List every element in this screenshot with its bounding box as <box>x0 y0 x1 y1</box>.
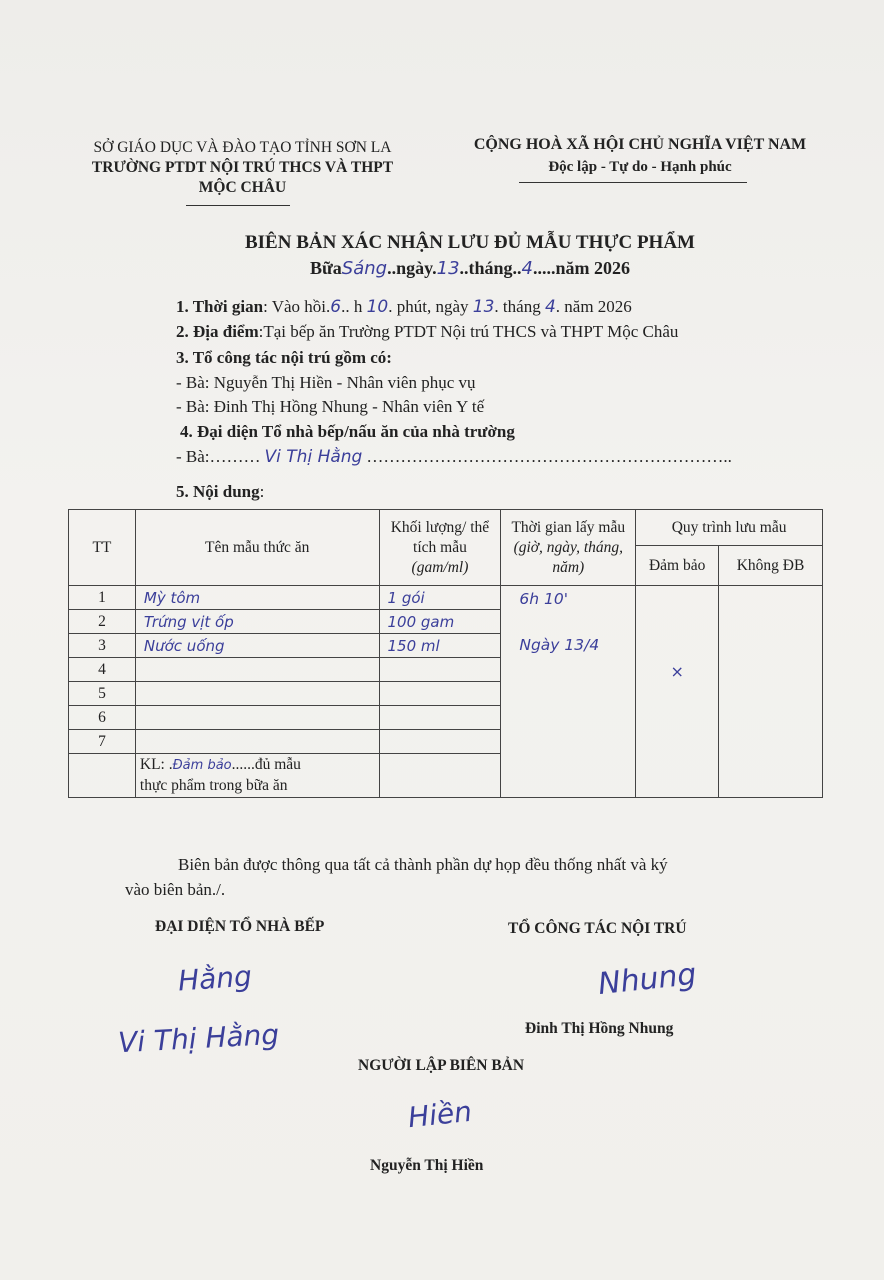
time-date-value: Ngày 13/4 <box>519 636 600 654</box>
col-header-weight-unit: (gam/ml) <box>411 558 469 576</box>
author-signature-title: NGƯỜI LẬP BIÊN BẢN <box>358 1057 525 1074</box>
sample-table <box>68 509 823 798</box>
author-name: Nguyễn Thị Hiền <box>370 1157 484 1174</box>
time-day: 13 <box>472 297 495 317</box>
row-weight: 1 gói <box>379 586 501 610</box>
section-kitchen-label: 4. Đại diện Tổ nhà bếp/nấu ăn của nhà trường <box>180 422 515 441</box>
closing-line2: vào biên bản./. <box>125 880 226 899</box>
col-header-time-unit: (giờ, ngày, tháng, năm) <box>513 538 624 576</box>
location-text: :Tại bếp ăn Trường PTDT Nội trú THCS và THPT Mộc Châu <box>258 322 679 341</box>
meal-prefix: Bữa <box>309 258 342 278</box>
team-member-2: - Bà: Đinh Thị Hồng Nhung - Nhân viên Y tế <box>176 397 485 416</box>
not-ok-cell <box>719 586 823 798</box>
conclusion-suffix: ......đủ mẫu <box>231 756 301 773</box>
month-label: ..tháng.. <box>459 258 522 278</box>
year-label: .....năm 2026 <box>533 258 631 278</box>
section-time-label: 1. Thời gian <box>176 297 264 316</box>
time-cell <box>501 586 636 798</box>
section-content-label: 5. Nội dung <box>176 482 260 501</box>
conclusion-line2: thực phẩm trong bữa ăn <box>139 777 288 794</box>
row-weight <box>379 730 501 754</box>
closing-line1: Biên bản được thông qua tất cả thành phần dự họp đều thống nhất và ký <box>178 855 668 874</box>
author-signature: Hiền <box>406 1094 474 1135</box>
row-name: Trứng vịt ốp <box>135 610 379 634</box>
conclusion-cell <box>135 754 379 798</box>
school-name-line1: TRƯỜNG PTDT NỘI TRÚ THCS VÀ THPT <box>91 159 394 176</box>
ok-cell <box>636 586 719 798</box>
conclusion-weight <box>379 754 501 798</box>
row-tt: 1 <box>69 586 136 610</box>
divider-left <box>186 205 290 206</box>
section-location <box>176 322 678 342</box>
time-text-b: .. h <box>341 297 363 316</box>
time-hour: 6 <box>330 297 342 317</box>
section-time <box>176 297 632 317</box>
header-right <box>445 134 835 178</box>
row-tt: 3 <box>69 634 136 658</box>
section-content <box>176 482 264 502</box>
document-subtitle <box>120 258 820 279</box>
row-weight <box>379 658 501 682</box>
col-header-ok: Đảm bảo <box>636 546 719 586</box>
row-weight: 150 ml <box>379 634 501 658</box>
row-weight <box>379 706 501 730</box>
col-header-not-ok: Không ĐB <box>719 546 823 586</box>
row-weight: 100 gam <box>379 610 501 634</box>
kitchen-rep-prefix: - Bà:……… <box>176 447 261 466</box>
day-label: ..ngày. <box>387 258 437 278</box>
kitchen-signature: Hằng <box>176 959 253 998</box>
month-value: 4 <box>521 258 533 279</box>
conclusion-prefix: KL: . <box>139 756 173 773</box>
time-minute: 10 <box>366 297 389 317</box>
country-name: CỘNG HOÀ XÃ HỘI CHỦ NGHĨA VIỆT NAM <box>473 136 807 153</box>
row-tt: 5 <box>69 682 136 706</box>
time-text-c: . phút, ngày <box>388 297 469 316</box>
row-name: Mỳ tôm <box>135 586 379 610</box>
col-header-weight <box>379 510 501 586</box>
kitchen-signature-name: Vi Thị Hằng <box>117 1017 280 1060</box>
col-header-time-main: Thời gian lấy mẫu <box>511 518 626 536</box>
day-value: 13 <box>436 258 460 279</box>
team-member-1: - Bà: Nguyễn Thị Hiền - Nhân viên phục vụ <box>176 373 476 392</box>
row-tt: 4 <box>69 658 136 682</box>
kitchen-rep-name: Vi Thị Hằng <box>264 447 363 467</box>
team-signature: Nhung <box>596 956 699 1003</box>
time-hour-value: 6h 10' <box>519 590 568 608</box>
conclusion-tt <box>69 754 136 798</box>
motto: Độc lập - Tự do - Hạnh phúc <box>548 159 732 175</box>
department-name: SỞ GIÁO DỤC VÀ ĐÀO TẠO TỈNH SƠN LA <box>93 139 392 156</box>
conclusion-value: Đảm bảo <box>172 758 232 773</box>
row-name <box>135 682 379 706</box>
row-tt: 7 <box>69 730 136 754</box>
col-header-process: Quy trình lưu mẫu <box>636 510 823 546</box>
document-title: BIÊN BẢN XÁC NHẬN LƯU ĐỦ MẪU THỰC PHẨM <box>244 232 695 253</box>
divider-right <box>519 182 747 183</box>
time-month: 4 <box>544 297 556 317</box>
team-signature-title: TỔ CÔNG TÁC NỘI TRÚ <box>508 920 687 937</box>
row-tt: 2 <box>69 610 136 634</box>
header-left <box>55 138 430 198</box>
ok-mark: × <box>670 662 684 681</box>
col-header-name: Tên mẫu thức ăn <box>135 510 379 586</box>
col-header-tt: TT <box>69 510 136 586</box>
kitchen-rep-suffix: ……………………………………………………….. <box>366 447 732 466</box>
row-weight <box>379 682 501 706</box>
row-name <box>135 658 379 682</box>
school-name-line2: MỘC CHÂU <box>198 179 287 196</box>
time-text-d: . tháng <box>494 297 541 316</box>
section-location-label: 2. Địa điểm <box>176 322 259 341</box>
row-name: Nước uống <box>135 634 379 658</box>
time-text-e: . năm 2026 <box>555 297 632 316</box>
col-header-weight-main: Khối lượng/ thể tích mẫu <box>390 518 490 556</box>
meal-value: Sáng <box>341 258 388 279</box>
row-name <box>135 706 379 730</box>
section-team-label: 3. Tổ công tác nội trú gồm có: <box>176 348 392 367</box>
time-text-a: : Vào hồi. <box>263 297 331 316</box>
table-row <box>69 586 823 610</box>
kitchen-signature-title: ĐẠI DIỆN TỔ NHÀ BẾP <box>155 918 325 935</box>
section-content-colon: : <box>259 482 265 501</box>
row-tt: 6 <box>69 706 136 730</box>
col-header-time <box>501 510 636 586</box>
team-signer-name: Đinh Thị Hồng Nhung <box>525 1020 674 1037</box>
row-name <box>135 730 379 754</box>
kitchen-rep <box>176 447 732 467</box>
